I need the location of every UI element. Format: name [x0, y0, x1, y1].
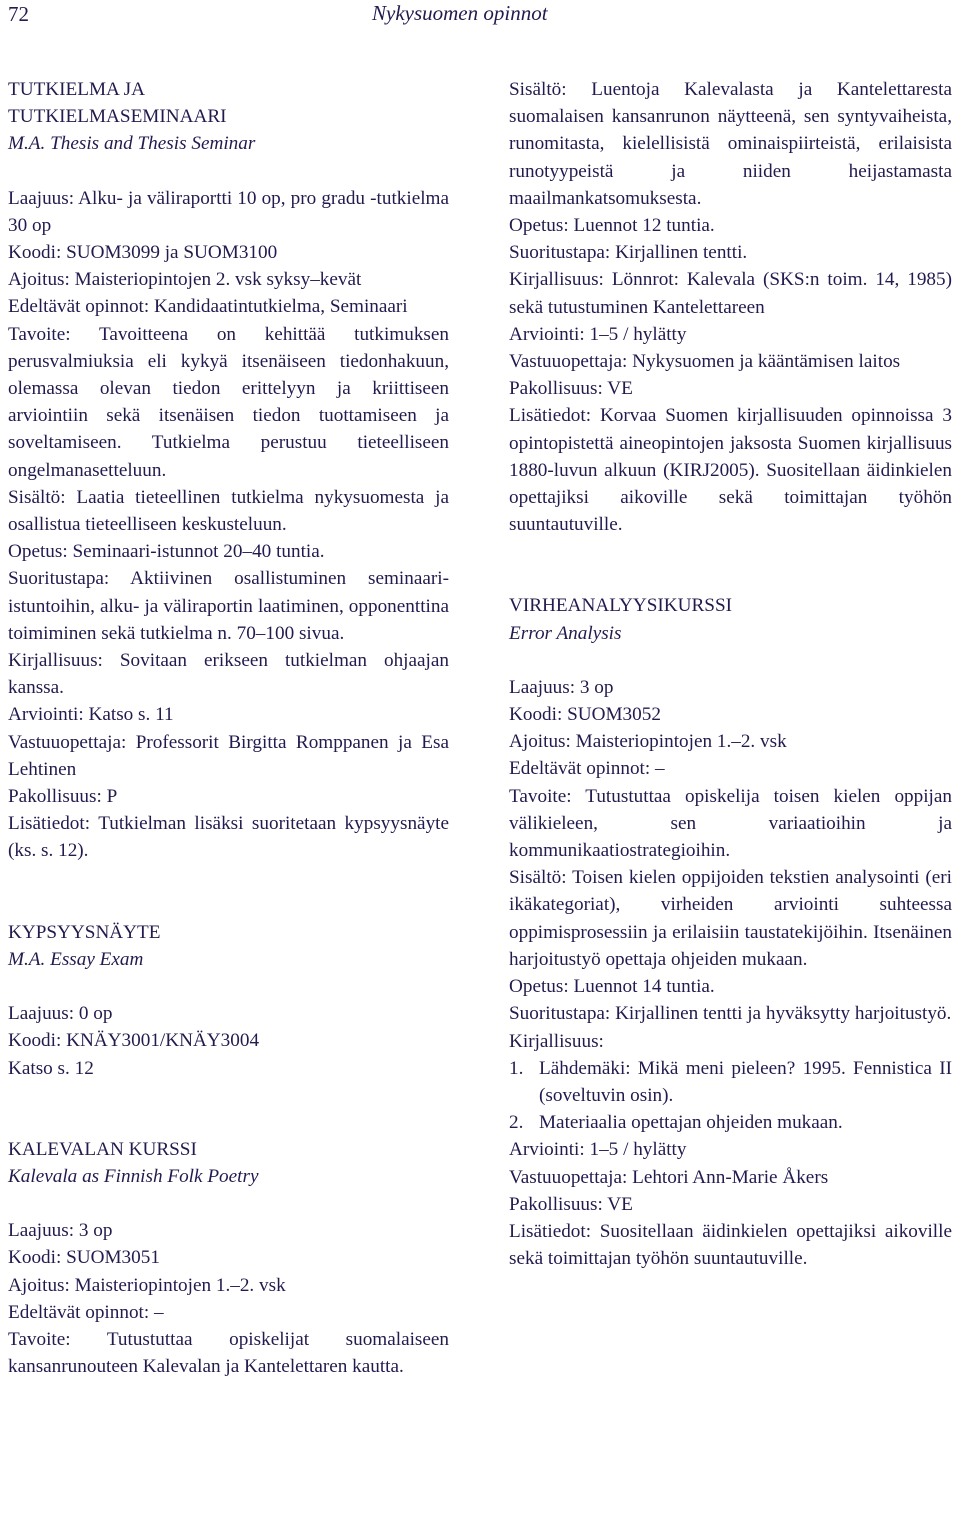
field-lisatiedot: Lisätiedot: Korvaa Suomen kirjallisuuden opinnoissa 3 opintopistettä aineopintojen jaksosta Suomen kirjallisuus 1880-luvun alkuun (KIRJ2005). Suositellaan äidinkielen opettajiksi aikoville sekä toimittajan työhön suuntautuville. — [509, 405, 952, 536]
field-edeltavat: Edeltävät opinnot: Kandidaatintutkielma, Seminaari — [8, 296, 408, 318]
field-laajuus: Laajuus: 3 op — [8, 1220, 113, 1242]
list-item: 1. Lähdemäki: Mikä meni pieleen? 1995. Fennistica II (soveltuvin osin). — [509, 1057, 952, 1106]
course-subtitle: M.A. Essay Exam — [8, 948, 144, 970]
course-maturity-essay — [8, 919, 449, 1082]
course-subtitle: Error Analysis — [509, 622, 622, 644]
field-ajoitus: Ajoitus: Maisteriopintojen 2. vsk syksy–kevät — [8, 269, 362, 291]
field-arviointi: Arviointi: Katso s. 11 — [8, 704, 174, 726]
field-sisalto: Sisältö: Laatia tieteellinen tutkielma nykysuomesta ja osallistua tieteelliseen keskusteluun. — [8, 486, 449, 536]
field-koodi: Koodi: KNÄY3001/KNÄY3004 — [8, 1030, 260, 1052]
course-kalevala-continued — [509, 76, 952, 538]
field-pakollisuus: Pakollisuus: VE — [509, 1193, 633, 1215]
field-tavoite: Tavoite: Tutustuttaa opiskelija toisen kielen oppijan välikieleen, sen variaatioihin ja kommunikaatiostrategioihin. — [509, 785, 952, 862]
course-subtitle: Kalevala as Finnish Folk Poetry — [8, 1165, 259, 1187]
course-title: TUTKIELMA JA — [8, 79, 145, 100]
section-gap — [8, 1082, 449, 1136]
field-vastuuopettaja: Vastuuopettaja: Lehtori Ann-Marie Åkers — [509, 1166, 829, 1188]
field-ajoitus: Ajoitus: Maisteriopintojen 1.–2. vsk — [8, 1274, 286, 1296]
right-column — [509, 76, 952, 1272]
field-laajuus: Laajuus: 3 op — [509, 676, 614, 698]
field-tavoite: Tavoite: Tutustuttaa opiskelijat suomalaiseen kansanrunouteen Kalevalan ja Kantelettaren kautta. — [8, 1328, 450, 1378]
field-kirjallisuus: Kirjallisuus: Lönnrot: Kalevala (SKS:n toim. 14, 1985) sekä tutustuminen Kantelettareen — [509, 269, 952, 318]
field-lisatiedot: Lisätiedot: Suositellaan äidinkielen opettajiksi aikoville sekä toimittajan työhön suuntautuville. — [509, 1220, 952, 1270]
left-column — [8, 76, 449, 1380]
field-pakollisuus: Pakollisuus: VE — [509, 378, 633, 400]
section-gap — [509, 538, 952, 592]
field-laajuus: Laajuus: 0 op — [8, 1003, 113, 1025]
course-title: KALEVALAN KURSSI — [8, 1138, 197, 1160]
field-ajoitus: Ajoitus: Maisteriopintojen 1.–2. vsk — [509, 731, 787, 753]
field-koodi: Koodi: SUOM3052 — [509, 704, 661, 726]
field-kirjallisuus: Kirjallisuus: — [509, 1030, 604, 1052]
field-suoritustapa: Suoritustapa: Kirjallinen tentti. — [509, 242, 748, 264]
course-error-analysis — [509, 592, 952, 1272]
field-vastuuopettaja: Vastuuopettaja: Professorit Birgitta Romppanen ja Esa Lehtinen — [8, 731, 449, 780]
field-sisalto: Sisältö: Toisen kielen oppijoiden tekstien analysointi (eri ikäkategoriat), virheiden arviointi suhteessa oppimisprosessiin ja erilaisiin taustatekijöihin. Itsenäinen harjoitustyö opettaja ohjeiden mukaan. — [509, 867, 952, 970]
field-lisatiedot: Lisätiedot: Tutkielman lisäksi suoritetaan kypsyysnäyte (ks. s. 12). — [8, 813, 450, 862]
section-gap — [8, 865, 449, 919]
field-koodi: Koodi: SUOM3051 — [8, 1247, 160, 1269]
page-header — [0, 0, 960, 40]
field-arviointi: Arviointi: 1–5 / hylätty — [509, 1139, 687, 1161]
field-edeltavat: Edeltävät opinnot: – — [509, 758, 665, 780]
field-sisalto: Sisältö: Luentoja Kalevalasta ja Kantelettaresta suomalaisen kansanrunon näytteenä, sen syntyvaiheista, runomitasta, kielellisistä ominaispiirteistä, erilaisista runotyypeistä ja niiden heijastamasta maailmankatsomuksesta. — [509, 79, 952, 209]
page-number: 72 — [8, 2, 29, 26]
field-laajuus: Laajuus: Alku- ja väliraportti 10 op, pro gradu -tutkielma 30 op — [8, 187, 449, 236]
field-kirjallisuus: Kirjallisuus: Sovitaan erikseen tutkielman ohjaajan kanssa. — [8, 650, 449, 699]
field-suoritustapa: Suoritustapa: Kirjallinen tentti ja hyväksytty harjoitustyö. — [509, 1003, 952, 1025]
field-opetus: Opetus: Luennot 12 tuntia. — [509, 215, 715, 237]
course-thesis — [8, 76, 449, 865]
field-opetus: Opetus: Luennot 14 tuntia. — [509, 976, 715, 998]
field-pakollisuus: Pakollisuus: P — [8, 786, 118, 808]
field-vastuuopettaja: Vastuuopettaja: Nykysuomen ja kääntämisen laitos — [509, 351, 901, 373]
course-title: KYPSYYSNÄYTE — [8, 921, 161, 943]
field-koodi: Koodi: SUOM3099 ja SUOM3100 — [8, 242, 278, 264]
list-item: 2. Materiaalia opettajan ohjeiden mukaan. — [509, 1112, 843, 1134]
course-kalevala — [8, 1136, 449, 1381]
field-katso: Katso s. 12 — [8, 1057, 94, 1079]
course-title: VIRHEANALYYSIKURSSI — [509, 595, 733, 617]
field-arviointi: Arviointi: 1–5 / hylätty — [509, 323, 687, 345]
field-suoritustapa: Suoritustapa: Aktiivinen osallistuminen seminaari-istuntoihin, alku- ja väliraportin laatiminen, opponenttina toimiminen sekä tutkielma n. 70–100 sivua. — [8, 568, 449, 644]
field-tavoite: Tavoite: Tavoitteena on kehittää tutkimuksen perusvalmiuksia eli kykyä itsenäiseen tiedonhakuun, olemassa olevan tiedon erittelyyn ja kriittiseen arviointiin sekä itsenäisen tiedon tuottamiseen ja soveltamiseen. Tutkielma perustuu tieteelliseen ongelmanasetteluun. — [8, 323, 449, 481]
course-title: TUTKIELMASEMINAARI — [8, 106, 227, 128]
running-title: Nykysuomen opinnot — [372, 1, 548, 25]
field-opetus: Opetus: Seminaari-istunnot 20–40 tuntia. — [8, 541, 325, 563]
field-edeltavat: Edeltävät opinnot: – — [8, 1301, 164, 1323]
course-subtitle: M.A. Thesis and Thesis Seminar — [8, 133, 256, 155]
literature-list — [509, 1055, 952, 1137]
